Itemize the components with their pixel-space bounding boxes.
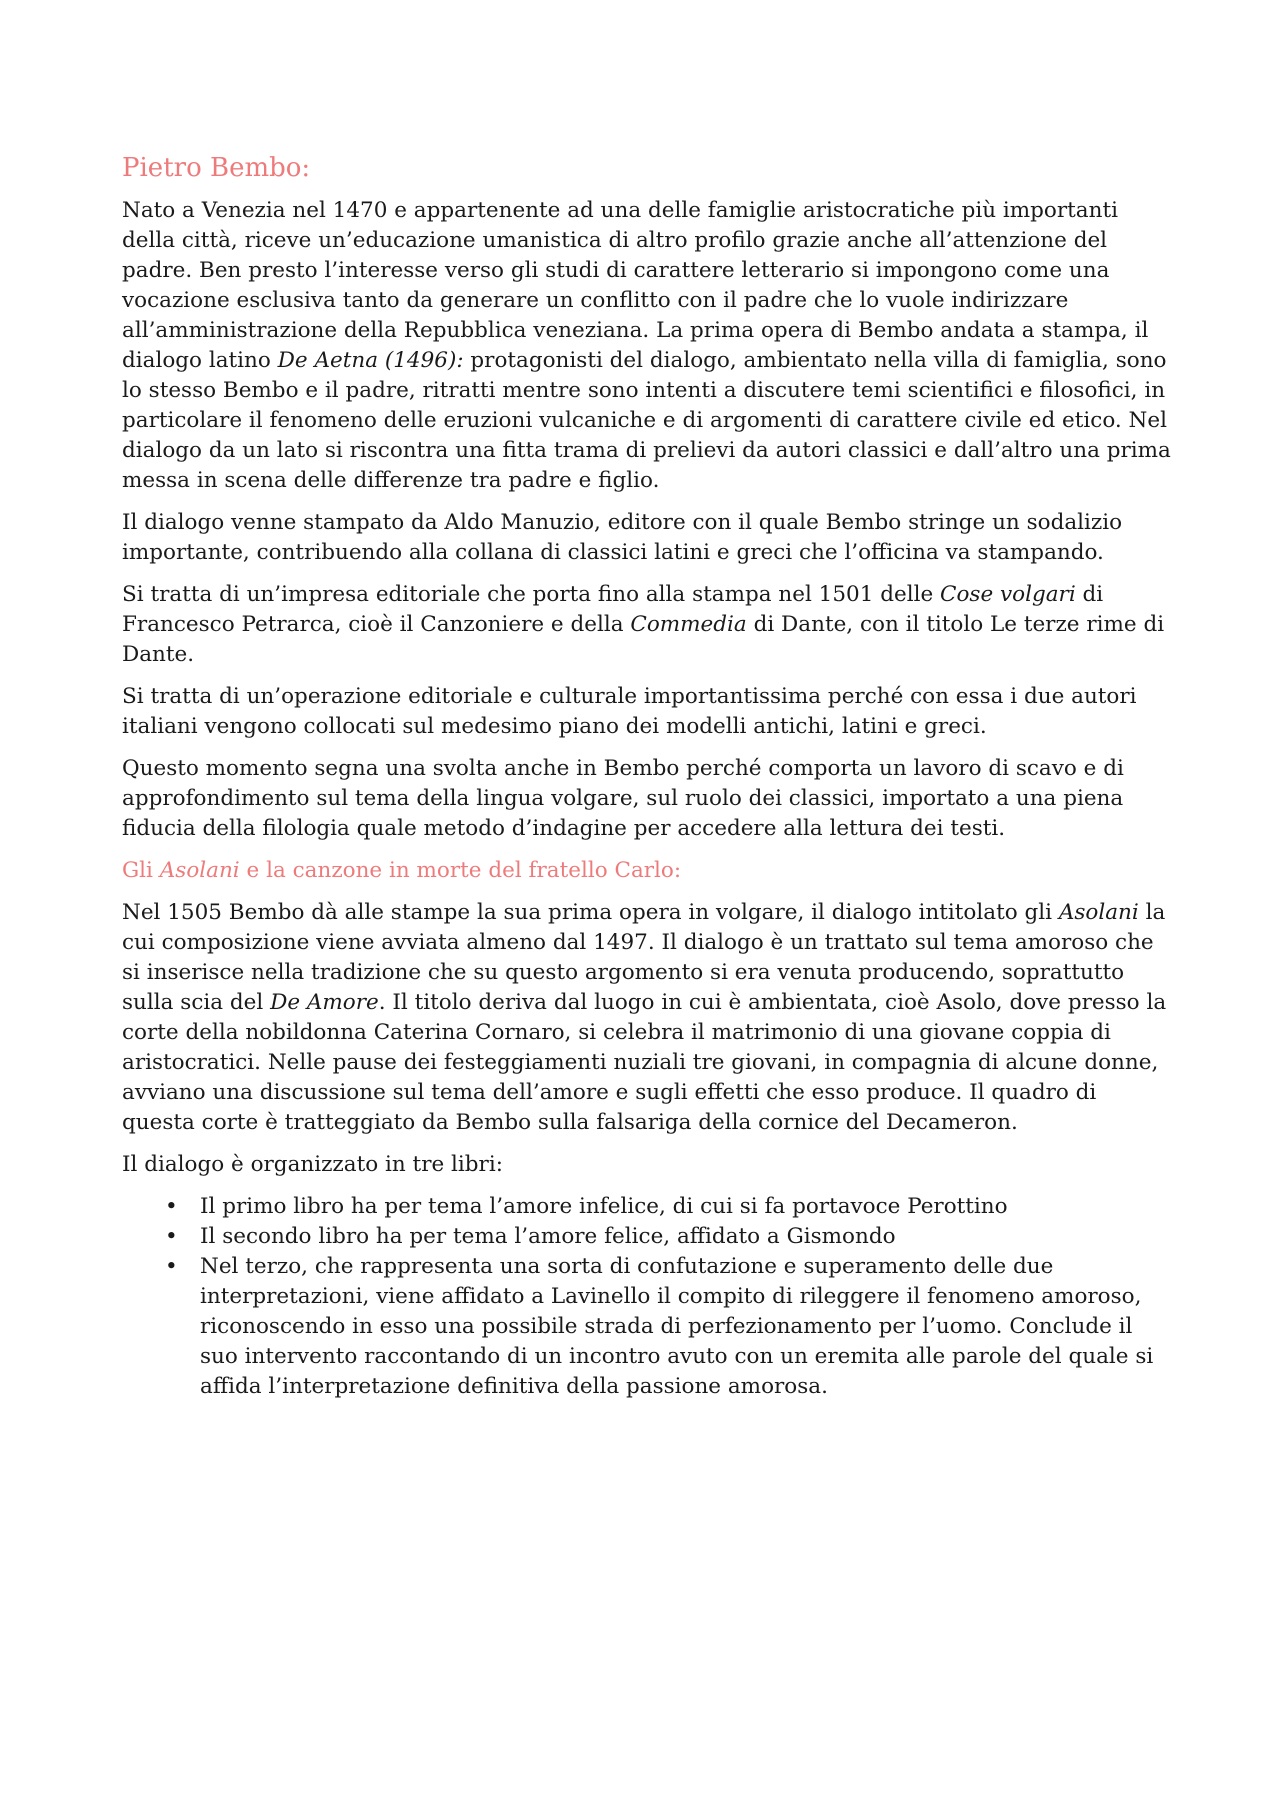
bullet-icon: • (165, 1224, 178, 1249)
paragraph-aldo-manuzio: Il dialogo venne stampato da Aldo Manuzio, editore con il quale Bembo stringe un sodalizio importante, contribuendo alla collana di classici latini e greci che l’officina va stampando. (122, 510, 1123, 565)
bullet-icon: • (165, 1254, 178, 1279)
bullet-list-libri (122, 1192, 1172, 1402)
paragraph-tre-libri: Il dialogo è organizzato in tre libri: (122, 1152, 503, 1177)
bullet-icon: • (165, 1194, 178, 1219)
section-title: Pietro Bembo: (122, 153, 311, 183)
title-cose-volgari: Cose volgari (940, 582, 1076, 607)
paragraph-svolta: Questo momento segna una svolta anche in Bembo perché comporta un lavoro di scavo e di approfondimento sul tema della lingua volgare, sul ruolo dei classici, importato a una piena fiducia della filologia quale metodo d’indagine per accedere alla lettura dei testi. (122, 756, 1124, 841)
document-page (122, 150, 1172, 1402)
list-item: • Il secondo libro ha per tema l’amore felice, affidato a Gismondo (122, 1222, 1172, 1252)
title-de-aetna: De Aetna (1496): (277, 348, 464, 373)
paragraph-bembo-biography: Nato a Venezia nel 1470 e appartenente ad una delle famiglie aristocratiche più importanti della città, riceve un’educazione umanistica di altro profilo grazie anche all’attenzione del padre. Ben presto l’interesse verso gli studi di carattere letterario si impongono come una vocazione esclusiva tanto da generare un conflitto con il padre che lo vuole indirizzare all’amministrazione della Repubblica veneziana. La prima opera di Bembo andata a stampa, il dialogo latino De Aetna (1496): protagonisti del dialogo, ambientato nella villa di famiglia, sono lo stesso Bembo e il padre, ritratti mentre sono intenti a discutere temi scientifici e filosofici, in particolare il fenomeno delle eruzioni vulcaniche e di argomenti di carattere civile ed etico. Nel dialogo da un lato si riscontra una fitta trama di prelievi da autori classici e dall’altro una prima messa in scena delle differenze tra padre e figlio. (122, 198, 1171, 493)
paragraph-asolani: Nel 1505 Bembo dà alle stampe la sua prima opera in volgare, il dialogo intitolato gli Asolani la cui composizione viene avviata almeno dal 1497. Il dialogo è un trattato sul tema amoroso che si inserisce nella tradizione che su questo argomento si era venuta producendo, soprattutto sulla scia del De Amore. Il titolo deriva dal luogo in cui è ambientata, cioè Asolo, dove presso la corte della nobildonna Caterina Cornaro, si celebra il matrimonio di una giovane coppia di aristocratici. Nelle pause dei festeggiamenti nuziali tre giovani, in compagnia di alcune donne, avviano una discussione sul tema dell’amore e sugli effetti che esso produce. Il quadro di questa corte è tratteggiato da Bembo sulla falsariga della cornice del Decameron. (122, 900, 1167, 1135)
section-subtitle-asolani: Gli Asolani e la canzone in morte del fratello Carlo: (122, 858, 682, 883)
paragraph-cose-volgari: Si tratta di un’impresa editoriale che porta fino alla stampa nel 1501 delle Cose volgari di Francesco Petrarca, cioè il Canzoniere e della Commedia di Dante, con il titolo Le terze rime di Dante. (122, 582, 1165, 667)
list-item: • Nel terzo, che rappresenta una sorta di confutazione e superamento delle due interpretazioni, viene affidato a Lavinello il compito di rileggere il fenomeno amoroso, riconoscendo in esso una possibile strada di perfezionamento per l’uomo. Conclude il suo intervento raccontando di un incontro avuto con un eremita alle parole del quale si affida l’interpretazione definitiva della passione amorosa. (165, 1254, 1154, 1399)
list-item: • Il primo libro ha per tema l’amore infelice, di cui si fa portavoce Perottino (122, 1192, 1172, 1222)
title-commedia: Commedia (630, 612, 747, 637)
title-asolani: Asolani (1058, 900, 1139, 925)
paragraph-operazione-editoriale: Si tratta di un’operazione editoriale e culturale importantissima perché con essa i due autori italiani vengono collocati sul medesimo piano dei modelli antichi, latini e greci. (122, 684, 1137, 739)
title-de-amore: De Amore (270, 990, 379, 1015)
